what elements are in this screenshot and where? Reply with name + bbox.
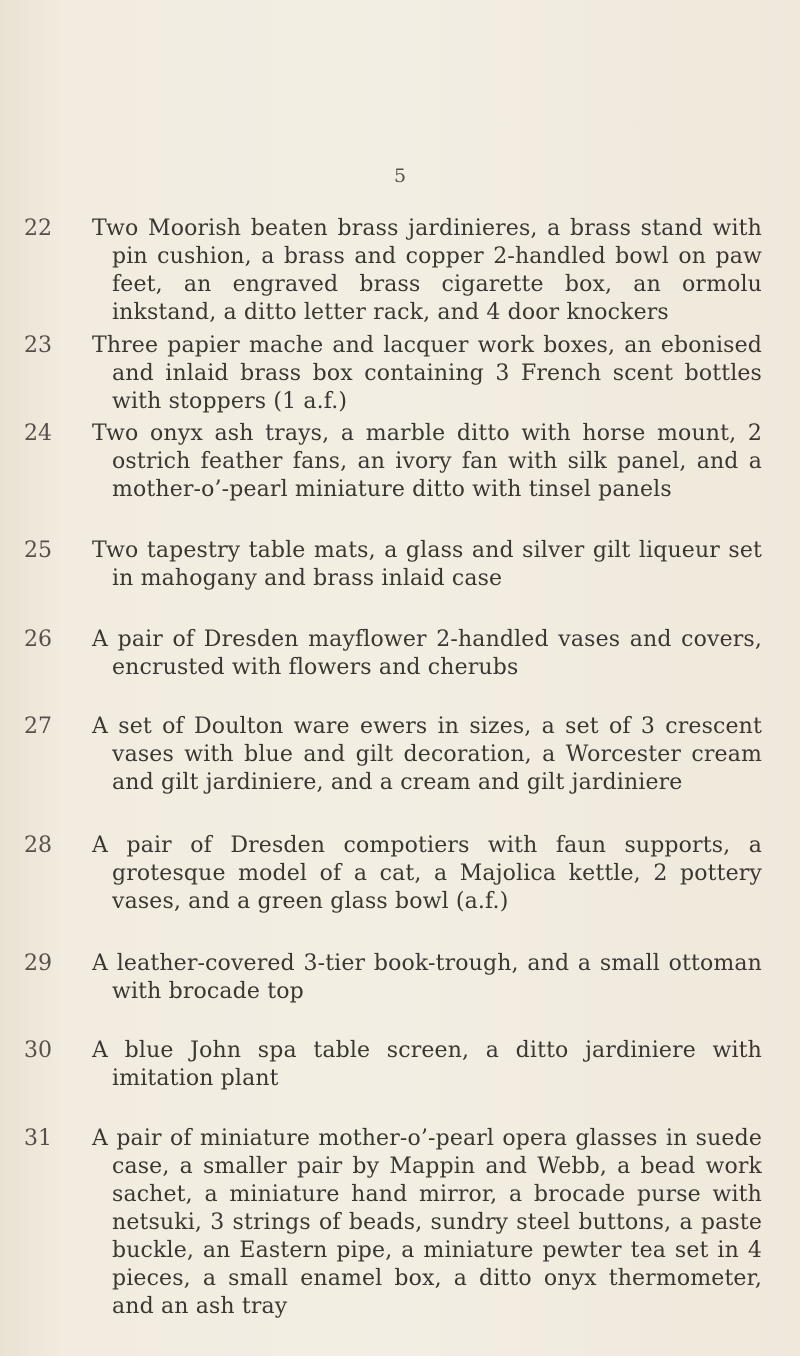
- lot-description: Two tapestry table mats, a glass and silver gilt liqueur set in mahogany and brass inlaid case: [92, 538, 762, 591]
- lot-number: 28: [24, 833, 52, 858]
- lot-description: A leather-covered 3-tier book-trough, and a small ottoman with brocade top: [92, 951, 762, 1004]
- lot-description: A pair of miniature mother-o’-pearl opera glasses in suede case, a smaller pair by Mappin and Webb, a bead work sachet, a miniature hand mirror, a brocade purse with netsuki, 3 strings of beads, sundry steel buttons, a paste buckle, an Eastern pipe, a miniature pewter tea set in 4 pieces, a small enamel box, a ditto onyx thermometer, and an ash tray: [92, 1126, 762, 1319]
- lot-number: 26: [24, 627, 52, 652]
- lot-description: A blue John spa table screen, a ditto jardiniere with imitation plant: [92, 1038, 762, 1091]
- lot-description: A set of Doulton ware ewers in sizes, a set of 3 crescent vases with blue and gilt decoration, a Worcester cream and gilt jardiniere, and a cream and gilt jardiniere: [92, 714, 762, 795]
- lot-number: 25: [24, 538, 52, 563]
- lot-number: 23: [24, 333, 52, 358]
- lot-description: Two Moorish beaten brass jardinieres, a brass stand with pin cushion, a brass and copper 2-handled bowl on paw feet, an engraved brass cigarette box, an ormolu inkstand, a ditto letter rack, and 4 door knockers: [92, 216, 762, 325]
- lot-number: 29: [24, 951, 52, 976]
- lot-number: 30: [24, 1038, 52, 1063]
- lot-number: 24: [24, 421, 52, 446]
- lot-description: A pair of Dresden mayflower 2-handled vases and covers, encrusted with flowers and cherubs: [92, 627, 762, 680]
- lot-description: Three papier mache and lacquer work boxes, an ebonised and inlaid brass box containing 3 French scent bottles with stoppers (1 a.f.): [92, 333, 762, 414]
- page-number: 5: [393, 165, 407, 187]
- lot-number: 31: [24, 1126, 52, 1151]
- lot-number: 22: [24, 216, 52, 241]
- lot-description: Two onyx ash trays, a marble ditto with horse mount, 2 ostrich feather fans, an ivory fan with silk panel, and a mother-o’-pearl miniature ditto with tinsel panels: [92, 421, 762, 502]
- lot-number: 27: [24, 714, 52, 739]
- lot-description: A pair of Dresden compotiers with faun supports, a grotesque model of a cat, a Majolica kettle, 2 pottery vases, and a green glass bowl (a.f.): [92, 833, 762, 914]
